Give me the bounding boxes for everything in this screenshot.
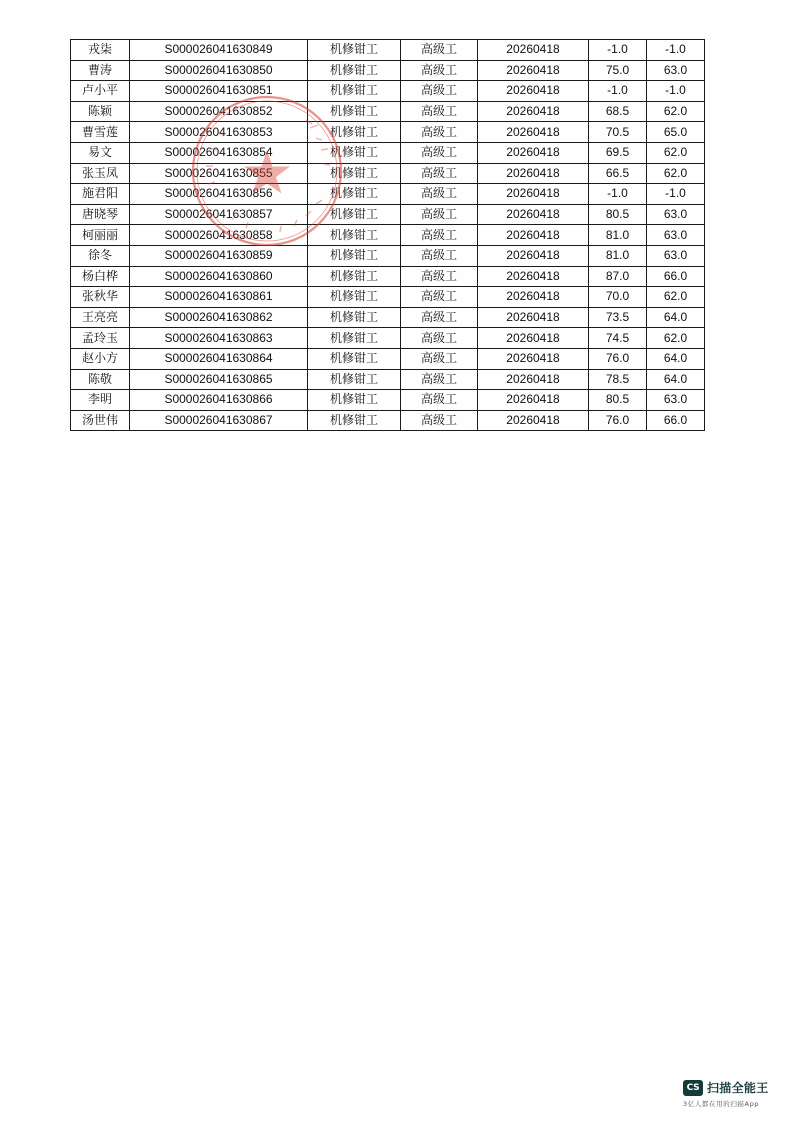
- table-row: [71, 204, 705, 225]
- candidate-name: 易文: [71, 142, 130, 163]
- theory-score: 74.5: [589, 328, 647, 349]
- occupation: 机修钳工: [308, 40, 401, 61]
- table-row: [71, 225, 705, 246]
- practical-score: 62.0: [647, 142, 705, 163]
- theory-score: 80.5: [589, 204, 647, 225]
- table-row: [71, 101, 705, 122]
- occupation: 机修钳工: [308, 390, 401, 411]
- ticket-number: S000026041630854: [130, 142, 308, 163]
- skill-level: 高级工: [401, 390, 478, 411]
- ticket-number: S000026041630853: [130, 122, 308, 143]
- exam-date: 20260418: [478, 266, 589, 287]
- occupation: 机修钳工: [308, 163, 401, 184]
- theory-score: 80.5: [589, 390, 647, 411]
- occupation: 机修钳工: [308, 142, 401, 163]
- skill-level: 高级工: [401, 348, 478, 369]
- theory-score: -1.0: [589, 40, 647, 61]
- table-row: [71, 184, 705, 205]
- candidate-name: 施君阳: [71, 184, 130, 205]
- practical-score: 62.0: [647, 287, 705, 308]
- exam-date: 20260418: [478, 184, 589, 205]
- theory-score: 69.5: [589, 142, 647, 163]
- theory-score: 73.5: [589, 307, 647, 328]
- exam-date: 20260418: [478, 307, 589, 328]
- table-row: [71, 390, 705, 411]
- ticket-number: S000026041630863: [130, 328, 308, 349]
- practical-score: 62.0: [647, 328, 705, 349]
- ticket-number: S000026041630858: [130, 225, 308, 246]
- skill-level: 高级工: [401, 266, 478, 287]
- ticket-number: S000026041630864: [130, 348, 308, 369]
- skill-level: 高级工: [401, 81, 478, 102]
- candidate-name: 柯丽丽: [71, 225, 130, 246]
- practical-score: 62.0: [647, 163, 705, 184]
- table-row: [71, 410, 705, 431]
- theory-score: 81.0: [589, 245, 647, 266]
- candidate-name: 孟玲玉: [71, 328, 130, 349]
- ticket-number: S000026041630859: [130, 245, 308, 266]
- skill-level: 高级工: [401, 307, 478, 328]
- candidate-name: 赵小方: [71, 348, 130, 369]
- occupation: 机修钳工: [308, 307, 401, 328]
- practical-score: 64.0: [647, 307, 705, 328]
- practical-score: -1.0: [647, 184, 705, 205]
- occupation: 机修钳工: [308, 348, 401, 369]
- table-row: [71, 245, 705, 266]
- table-row: [71, 328, 705, 349]
- ticket-number: S000026041630856: [130, 184, 308, 205]
- ticket-number: S000026041630862: [130, 307, 308, 328]
- skill-level: 高级工: [401, 287, 478, 308]
- candidate-name: 张玉凤: [71, 163, 130, 184]
- candidate-name: 李明: [71, 390, 130, 411]
- watermark-app-name: 扫描全能王: [707, 1081, 769, 1095]
- exam-date: 20260418: [478, 101, 589, 122]
- skill-level: 高级工: [401, 40, 478, 61]
- results-table-body: [71, 40, 705, 431]
- ticket-number: S000026041630850: [130, 60, 308, 81]
- table-row: [71, 287, 705, 308]
- candidate-name: 唐晓琴: [71, 204, 130, 225]
- exam-date: 20260418: [478, 163, 589, 184]
- practical-score: 66.0: [647, 266, 705, 287]
- practical-score: 63.0: [647, 225, 705, 246]
- theory-score: 76.0: [589, 410, 647, 431]
- ticket-number: S000026041630852: [130, 101, 308, 122]
- candidate-name: 曹涛: [71, 60, 130, 81]
- occupation: 机修钳工: [308, 81, 401, 102]
- candidate-name: 徐冬: [71, 245, 130, 266]
- candidate-name: 陈颖: [71, 101, 130, 122]
- exam-date: 20260418: [478, 390, 589, 411]
- results-table: [70, 39, 705, 431]
- practical-score: -1.0: [647, 81, 705, 102]
- practical-score: 63.0: [647, 204, 705, 225]
- occupation: 机修钳工: [308, 245, 401, 266]
- candidate-name: 汤世伟: [71, 410, 130, 431]
- exam-date: 20260418: [478, 328, 589, 349]
- exam-date: 20260418: [478, 369, 589, 390]
- table-row: [71, 142, 705, 163]
- occupation: 机修钳工: [308, 410, 401, 431]
- practical-score: 64.0: [647, 348, 705, 369]
- table-row: [71, 369, 705, 390]
- theory-score: 75.0: [589, 60, 647, 81]
- ticket-number: S000026041630865: [130, 369, 308, 390]
- ticket-number: S000026041630849: [130, 40, 308, 61]
- candidate-name: 陈敬: [71, 369, 130, 390]
- exam-date: 20260418: [478, 348, 589, 369]
- ticket-number: S000026041630861: [130, 287, 308, 308]
- occupation: 机修钳工: [308, 204, 401, 225]
- exam-date: 20260418: [478, 81, 589, 102]
- theory-score: -1.0: [589, 184, 647, 205]
- practical-score: 64.0: [647, 369, 705, 390]
- occupation: 机修钳工: [308, 122, 401, 143]
- camscanner-watermark: [683, 1079, 783, 1113]
- candidate-name: 张秋华: [71, 287, 130, 308]
- theory-score: 78.5: [589, 369, 647, 390]
- ticket-number: S000026041630851: [130, 81, 308, 102]
- table-row: [71, 60, 705, 81]
- exam-date: 20260418: [478, 60, 589, 81]
- theory-score: 66.5: [589, 163, 647, 184]
- practical-score: 62.0: [647, 101, 705, 122]
- exam-date: 20260418: [478, 287, 589, 308]
- occupation: 机修钳工: [308, 369, 401, 390]
- skill-level: 高级工: [401, 225, 478, 246]
- skill-level: 高级工: [401, 369, 478, 390]
- practical-score: 63.0: [647, 60, 705, 81]
- ticket-number: S000026041630866: [130, 390, 308, 411]
- theory-score: 70.5: [589, 122, 647, 143]
- exam-date: 20260418: [478, 40, 589, 61]
- ticket-number: S000026041630857: [130, 204, 308, 225]
- candidate-name: 曹雪莲: [71, 122, 130, 143]
- skill-level: 高级工: [401, 60, 478, 81]
- exam-date: 20260418: [478, 204, 589, 225]
- table-row: [71, 81, 705, 102]
- exam-date: 20260418: [478, 410, 589, 431]
- practical-score: 63.0: [647, 245, 705, 266]
- ticket-number: S000026041630860: [130, 266, 308, 287]
- theory-score: -1.0: [589, 81, 647, 102]
- skill-level: 高级工: [401, 101, 478, 122]
- skill-level: 高级工: [401, 410, 478, 431]
- skill-level: 高级工: [401, 204, 478, 225]
- occupation: 机修钳工: [308, 184, 401, 205]
- candidate-name: 卢小平: [71, 81, 130, 102]
- watermark-tagline: 3亿人都在用的扫描App: [683, 1100, 760, 1108]
- table-row: [71, 266, 705, 287]
- occupation: 机修钳工: [308, 60, 401, 81]
- skill-level: 高级工: [401, 142, 478, 163]
- ticket-number: S000026041630855: [130, 163, 308, 184]
- table-row: [71, 40, 705, 61]
- ticket-number: S000026041630867: [130, 410, 308, 431]
- occupation: 机修钳工: [308, 101, 401, 122]
- theory-score: 68.5: [589, 101, 647, 122]
- practical-score: 63.0: [647, 390, 705, 411]
- practical-score: -1.0: [647, 40, 705, 61]
- theory-score: 87.0: [589, 266, 647, 287]
- table-row: [71, 307, 705, 328]
- theory-score: 76.0: [589, 348, 647, 369]
- skill-level: 高级工: [401, 184, 478, 205]
- candidate-name: 戎柒: [71, 40, 130, 61]
- theory-score: 81.0: [589, 225, 647, 246]
- exam-date: 20260418: [478, 225, 589, 246]
- skill-level: 高级工: [401, 122, 478, 143]
- table-row: [71, 163, 705, 184]
- skill-level: 高级工: [401, 245, 478, 266]
- occupation: 机修钳工: [308, 266, 401, 287]
- theory-score: 70.0: [589, 287, 647, 308]
- exam-date: 20260418: [478, 245, 589, 266]
- exam-date: 20260418: [478, 122, 589, 143]
- occupation: 机修钳工: [308, 225, 401, 246]
- occupation: 机修钳工: [308, 328, 401, 349]
- practical-score: 66.0: [647, 410, 705, 431]
- table-row: [71, 122, 705, 143]
- table-row: [71, 348, 705, 369]
- camscanner-logo-icon: CS: [683, 1080, 703, 1096]
- exam-date: 20260418: [478, 142, 589, 163]
- skill-level: 高级工: [401, 328, 478, 349]
- practical-score: 65.0: [647, 122, 705, 143]
- skill-level: 高级工: [401, 163, 478, 184]
- occupation: 机修钳工: [308, 287, 401, 308]
- candidate-name: 杨白桦: [71, 266, 130, 287]
- candidate-name: 王亮亮: [71, 307, 130, 328]
